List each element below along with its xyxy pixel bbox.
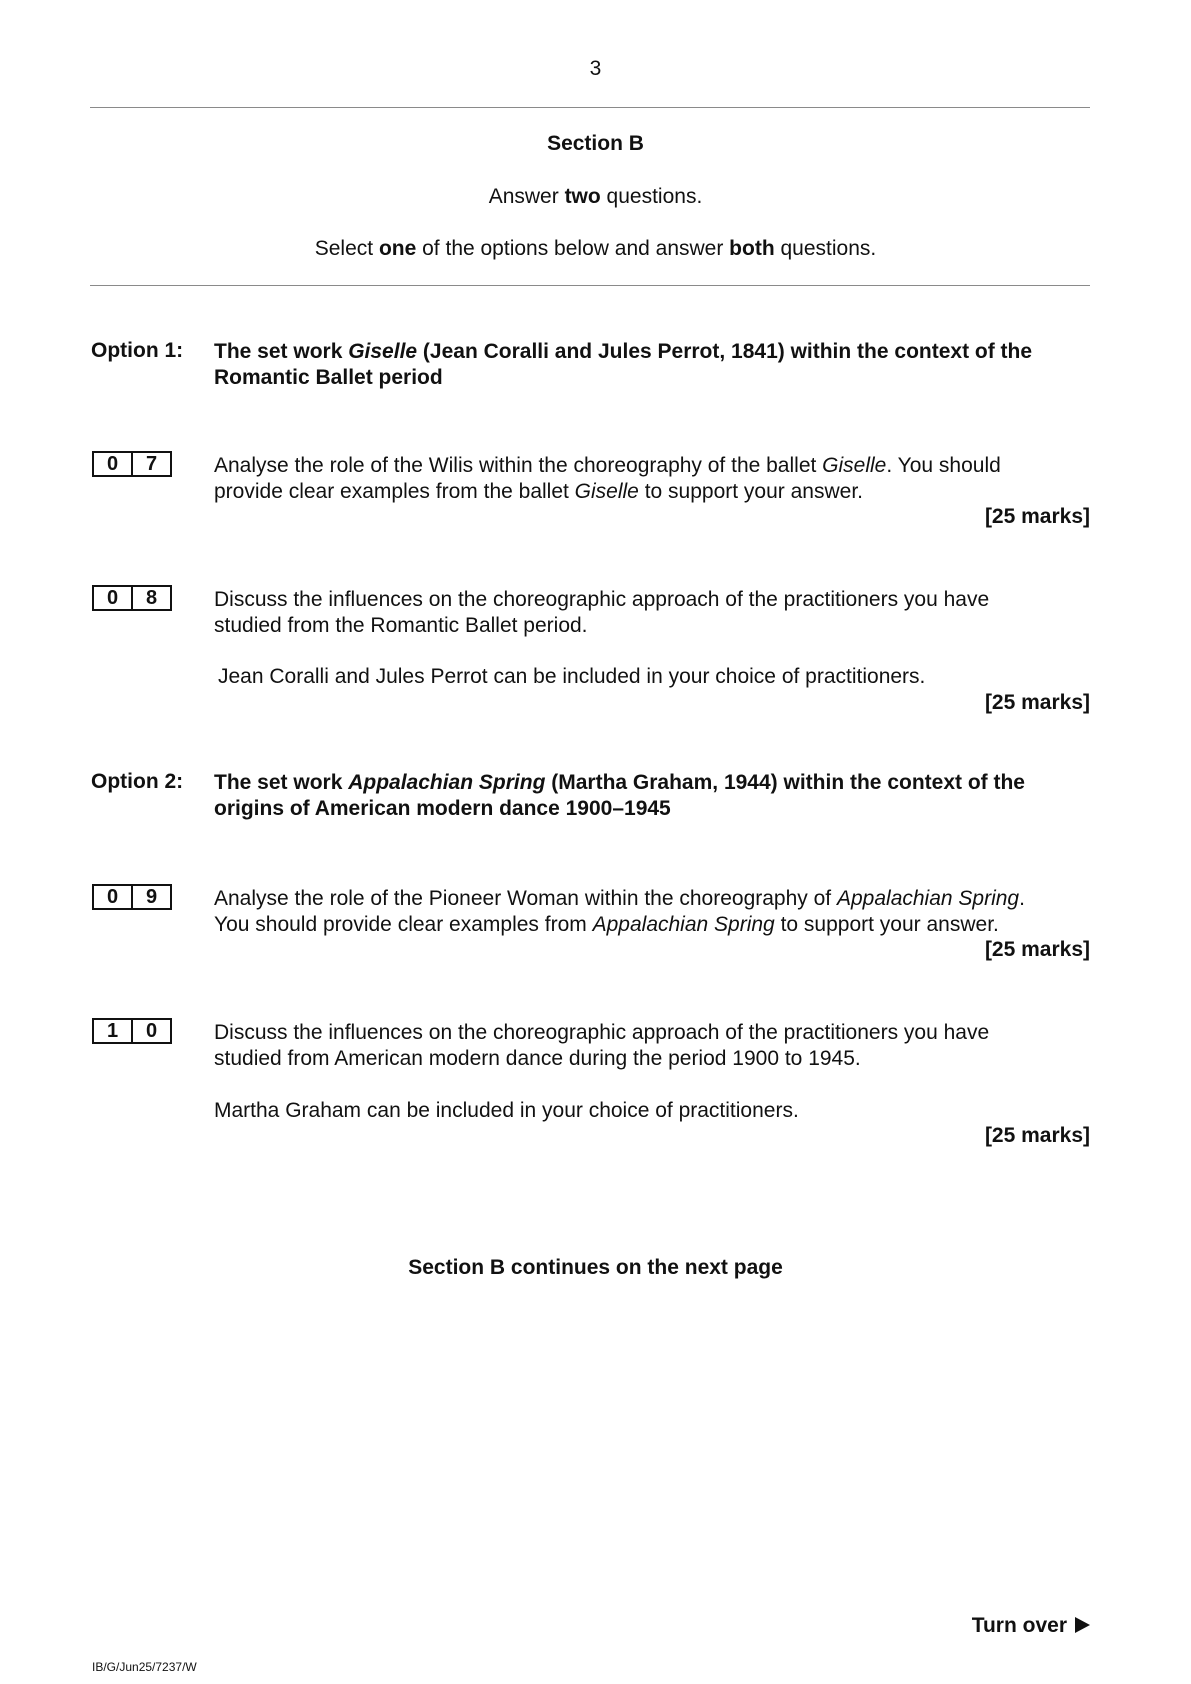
section-continues-note: Section B continues on the next page <box>408 1256 783 1279</box>
question-09-marks: [25 marks] <box>984 938 1090 961</box>
instruction-line-2: Select one of the options below and answer both questions. <box>314 237 877 260</box>
question-08-text: Discuss the influences on the choreographic approach of the practitioners you have studied from the Romantic Ballet period. <box>214 588 990 637</box>
instruction-line-1: Answer two questions. <box>488 185 703 208</box>
question-number-box: 1 0 <box>92 1018 172 1044</box>
question-07-text: Analyse the role of the Wilis within the choreography of the ballet Giselle. You should provide clear examples from the ballet Giselle to support your answer. <box>214 454 1001 503</box>
right-triangle-icon <box>1075 1617 1090 1633</box>
top-divider <box>90 107 1090 108</box>
question-number-box: 0 8 <box>92 585 172 611</box>
question-08-note: Jean Coralli and Jules Perrot can be included in your choice of practitioners. <box>218 665 926 688</box>
question-10-note: Martha Graham can be included in your choice of practitioners. <box>214 1099 799 1122</box>
option-2-title: The set work Appalachian Spring (Martha Graham, 1944) within the context of the origins of American modern dance 1900–1945 <box>214 771 1025 820</box>
question-08-marks: [25 marks] <box>984 691 1090 714</box>
page-number: 3 <box>589 57 602 80</box>
question-10-marks: [25 marks] <box>984 1124 1090 1147</box>
option-1-label: Option 1: <box>91 339 184 362</box>
turn-over: Turn over <box>972 1614 1090 1638</box>
question-number-box: 0 9 <box>92 884 172 910</box>
question-09-text: Analyse the role of the Pioneer Woman within the choreography of Appalachian Spring. You should provide clear examples from Appalachian Spring to support your answer. <box>214 887 1025 936</box>
section-divider <box>90 285 1090 286</box>
footer-code: IB/G/Jun25/7237/W <box>92 1660 197 1674</box>
question-07-marks: [25 marks] <box>984 505 1090 528</box>
option-1-title: The set work Giselle (Jean Coralli and Jules Perrot, 1841) within the context of the Romantic Ballet period <box>214 340 1033 389</box>
section-title: Section B <box>547 132 644 155</box>
question-10-text: Discuss the influences on the choreographic approach of the practitioners you have studied from American modern dance during the period 1900 to 1945. <box>214 1021 990 1070</box>
option-2-label: Option 2: <box>91 770 184 793</box>
question-number-box: 0 7 <box>92 451 172 477</box>
